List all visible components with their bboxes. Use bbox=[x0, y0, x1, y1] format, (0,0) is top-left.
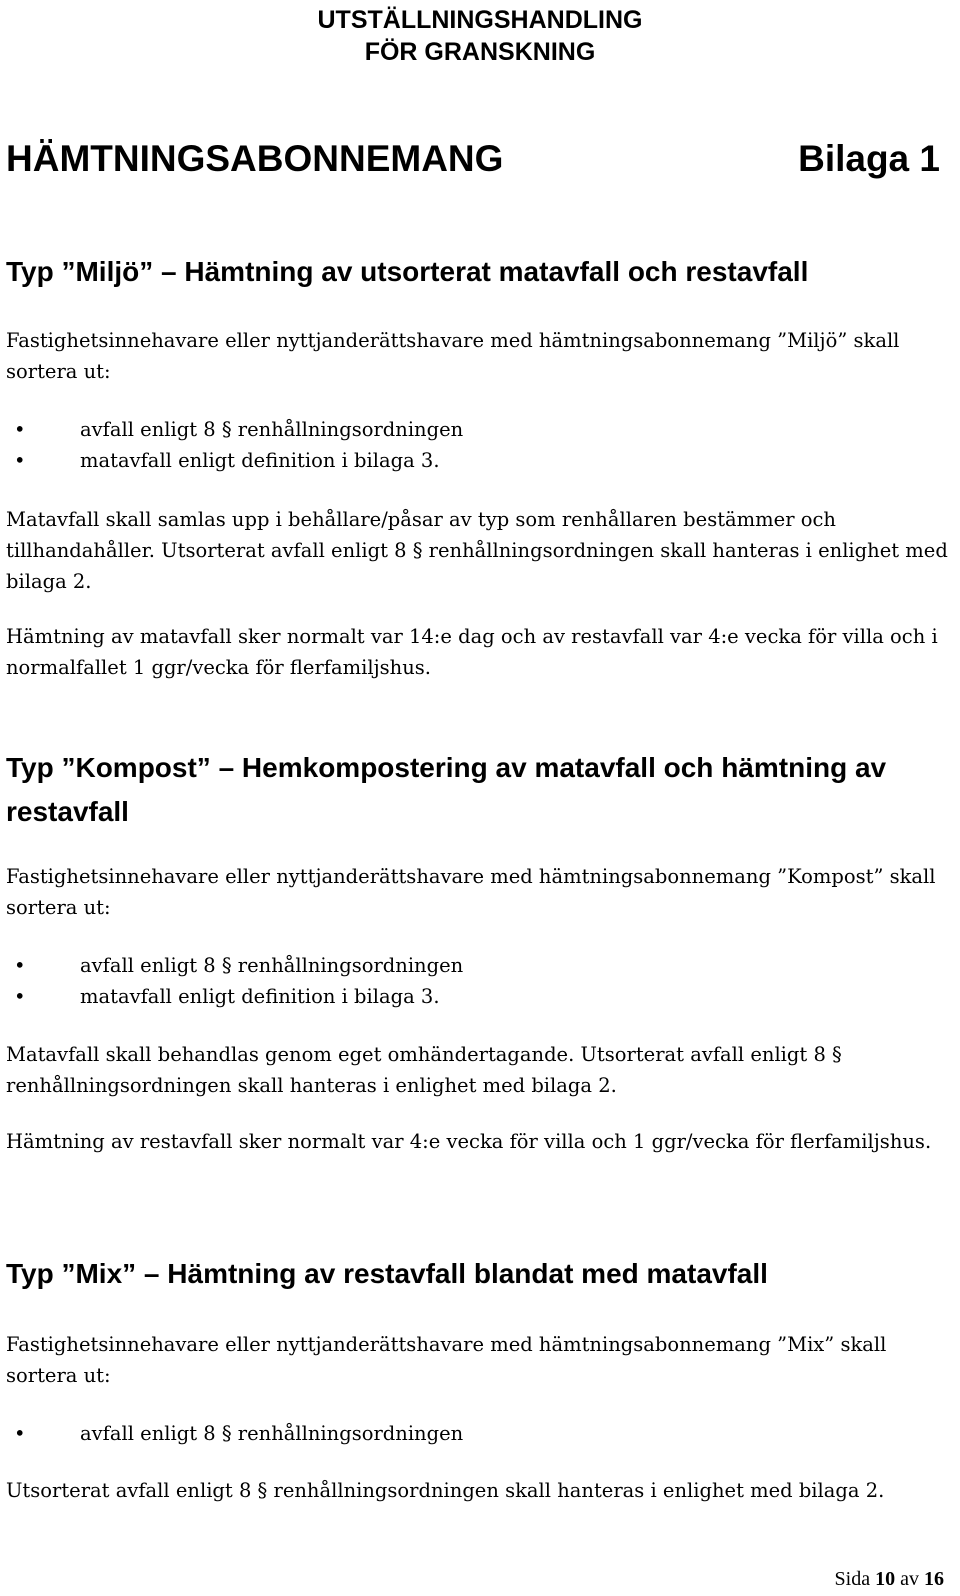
section-intro-mix: Fastighetsinnehavare eller nyttjanderättshavare med hämtningsabonnemang ”Mix” skall sortera ut: bbox=[6, 1333, 887, 1387]
bullet-icon: • bbox=[14, 954, 26, 977]
bullet-icon: • bbox=[14, 985, 26, 1008]
bullet-list-miljo bbox=[6, 414, 463, 476]
appendix-label: Bilaga 1 bbox=[798, 138, 940, 179]
bullet-icon: • bbox=[14, 418, 26, 441]
list-item: • avfall enligt 8 § renhållningsordningen bbox=[6, 950, 463, 981]
list-item: • avfall enligt 8 § renhållningsordningen bbox=[6, 1418, 463, 1449]
section-intro-miljo: Fastighetsinnehavare eller nyttjanderättshavare med hämtningsabonnemang ”Miljö” skall sortera ut: bbox=[6, 329, 900, 383]
page-header bbox=[6, 134, 940, 184]
paragraph: Hämtning av restavfall sker normalt var 4:e vecka för villa och 1 ggr/vecka för flerfamiljshus. bbox=[6, 1130, 932, 1153]
paragraph: Matavfall skall samlas upp i behållare/påsar av typ som renhållaren bestämmer och tillhandahåller. Utsorterat avfall enligt 8 § renhållningsordningen skall hanteras i enlighet med bilaga 2. bbox=[6, 508, 948, 593]
paragraph: Hämtning av matavfall sker normalt var 14:e dag och av restavfall var 4:e vecka för villa och i normalfallet 1 ggr/vecka för flerfamiljshus. bbox=[6, 625, 938, 679]
section-heading-mix: Typ ”Mix” – Hämtning av restavfall blandat med matavfall bbox=[6, 1258, 768, 1289]
review-stamp-line2: FÖR GRANSKNING bbox=[364, 38, 596, 66]
bullet-list-mix bbox=[6, 1418, 463, 1449]
bullet-list-kompost bbox=[6, 950, 463, 1012]
list-item: • avfall enligt 8 § renhållningsordningen bbox=[6, 414, 463, 445]
list-item: • matavfall enligt definition i bilaga 3. bbox=[6, 981, 463, 1012]
section-heading-kompost: Typ ”Kompost” – Hemkompostering av matavfall och hämtning av restavfall bbox=[6, 752, 887, 827]
section-heading-miljo: Typ ”Miljö” – Hämtning av utsorterat matavfall och restavfall bbox=[6, 256, 809, 287]
review-stamp-line1: UTSTÄLLNINGSHANDLING bbox=[317, 6, 643, 34]
page-number: Sida 10 av 16 bbox=[834, 1568, 944, 1590]
page-title: HÄMTNINGSABONNEMANG bbox=[6, 138, 504, 179]
bullet-icon: • bbox=[14, 449, 26, 472]
paragraph: Matavfall skall behandlas genom eget omhändertagande. Utsorterat avfall enligt 8 § renhållningsordningen skall hanteras i enlighet med bilaga 2. bbox=[6, 1043, 842, 1097]
section-intro-kompost: Fastighetsinnehavare eller nyttjanderättshavare med hämtningsabonnemang ”Kompost” skall sortera ut: bbox=[6, 865, 936, 919]
paragraph: Utsorterat avfall enligt 8 § renhållningsordningen skall hanteras i enlighet med bilaga 2. bbox=[6, 1479, 885, 1502]
list-item: • matavfall enligt definition i bilaga 3. bbox=[6, 445, 463, 476]
bullet-icon: • bbox=[14, 1422, 26, 1445]
